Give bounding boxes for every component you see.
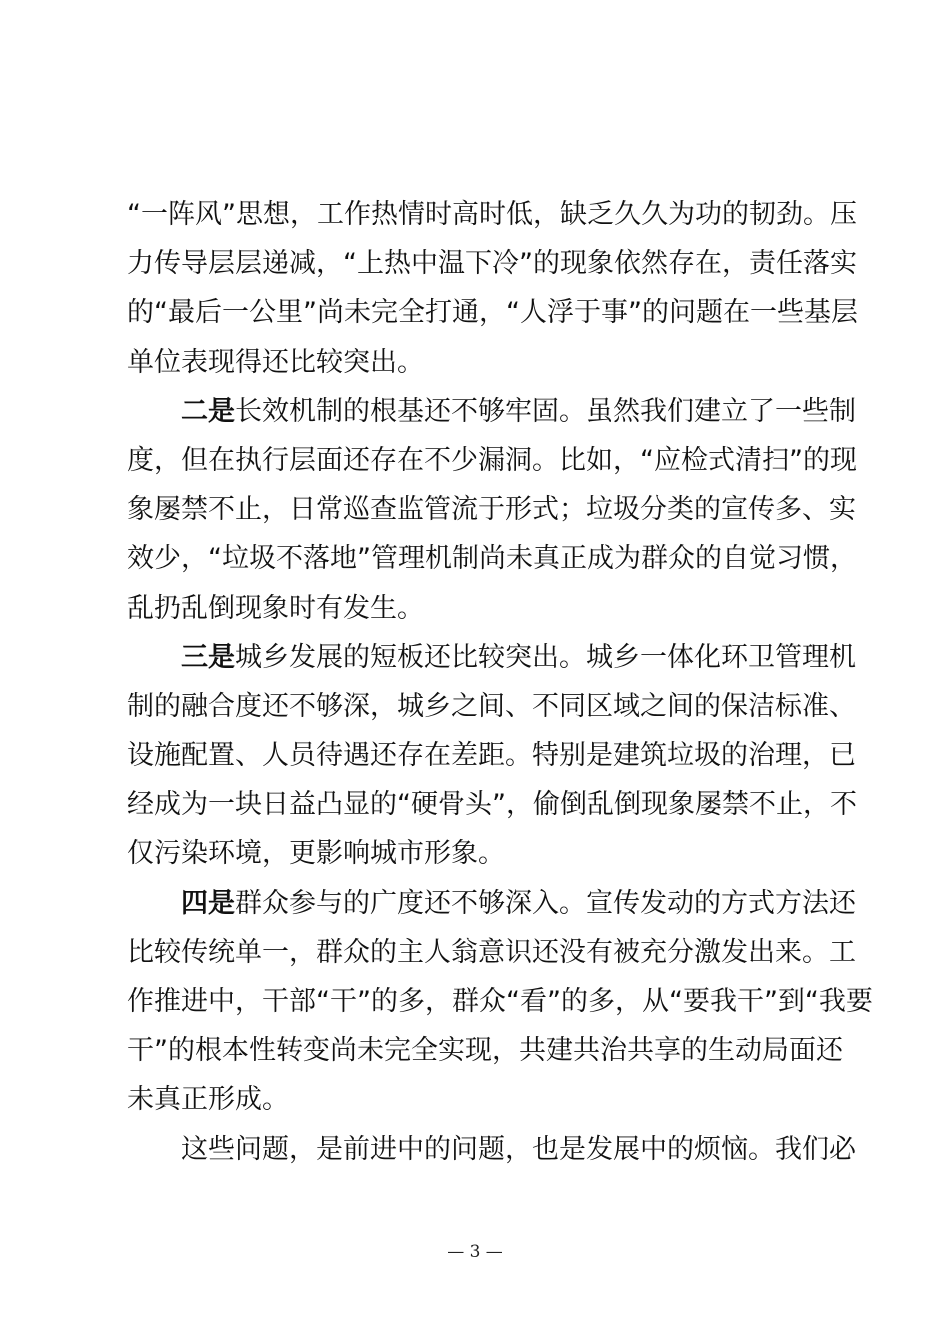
line-text: 仅污染环境，更影响城市形象。	[127, 838, 505, 870]
line-text: 力传导层层递减，“上热中温下冷”的现象依然存在，责任落实	[127, 248, 857, 280]
line-text: 城乡发展的短板还比较突出。城乡一体化环卫管理机	[235, 641, 856, 673]
line-text: 比较传统单一，群众的主人翁意识还没有被充分激发出来。工	[127, 936, 856, 968]
line-text: 长效机制的根基还不够牢固。虽然我们建立了一些制	[235, 395, 856, 427]
text-line	[127, 731, 856, 780]
text-line	[127, 436, 857, 485]
text-line	[127, 879, 856, 928]
text-line	[127, 485, 856, 534]
text-line	[127, 1026, 843, 1075]
text-line	[127, 1125, 856, 1174]
page-number: — 3 —	[447, 1242, 503, 1262]
line-text: 象屡禁不止，日常巡查监管流于形式；垃圾分类的宣传多、实	[127, 494, 856, 526]
line-text: 乱扔乱倒现象时有发生。	[127, 592, 424, 624]
line-text: “一阵风”思想，工作热情时高时低，缺乏久久为功的韧劲。压	[127, 199, 857, 230]
text-line	[127, 928, 856, 977]
text-line	[127, 387, 856, 436]
text-line	[127, 239, 857, 288]
text-line	[127, 780, 857, 829]
line-text: 效少，“垃圾不落地”管理机制尚未真正成为群众的自觉习惯，	[127, 543, 857, 575]
text-line	[127, 977, 873, 1026]
text-line	[127, 534, 857, 583]
line-text: 设施配置、人员待遇还存在差距。特别是建筑垃圾的治理，已	[127, 740, 856, 772]
line-text: 的“最后一公里”尚未完全打通，“人浮于事”的问题在一些基层	[127, 297, 858, 329]
text-line	[127, 338, 825, 387]
text-line	[127, 190, 857, 239]
paragraph-lead: 三是	[181, 641, 235, 673]
line-text: 度，但在执行层面还存在不少漏洞。比如，“应检式清扫”的现	[127, 444, 857, 476]
line-text: 单位表现得还比较突出。	[127, 346, 424, 378]
paragraph	[127, 879, 873, 1125]
line-text: 制的融合度还不够深，城乡之间、不同区域之间的保洁标准、	[127, 690, 856, 722]
line-text: 作推进中，干部“干”的多，群众“看”的多，从“要我干”到“我要	[127, 986, 873, 1017]
line-text: 未真正形成。	[127, 1084, 289, 1116]
text-line	[127, 829, 825, 878]
paragraph	[127, 190, 858, 387]
text-line	[127, 584, 825, 633]
paragraph	[127, 387, 857, 633]
paragraph	[127, 633, 857, 879]
text-line	[127, 1075, 825, 1124]
line-text: 干”的根本性转变尚未完全实现，共建共治共享的生动局面还	[127, 1035, 843, 1067]
paragraph-lead: 二是	[181, 395, 235, 427]
paragraph	[127, 1125, 856, 1174]
document-body	[127, 190, 873, 1174]
text-line	[127, 633, 856, 682]
line-text: 经成为一块日益凸显的“硬骨头”，偷倒乱倒现象屡禁不止，不	[127, 789, 857, 821]
line-text: 这些问题，是前进中的问题，也是发展中的烦恼。我们必	[181, 1133, 856, 1165]
paragraph-lead: 四是	[181, 887, 235, 919]
line-text: 群众参与的广度还不够深入。宣传发动的方式方法还	[235, 887, 856, 919]
text-line	[127, 682, 856, 731]
text-line	[127, 288, 858, 337]
